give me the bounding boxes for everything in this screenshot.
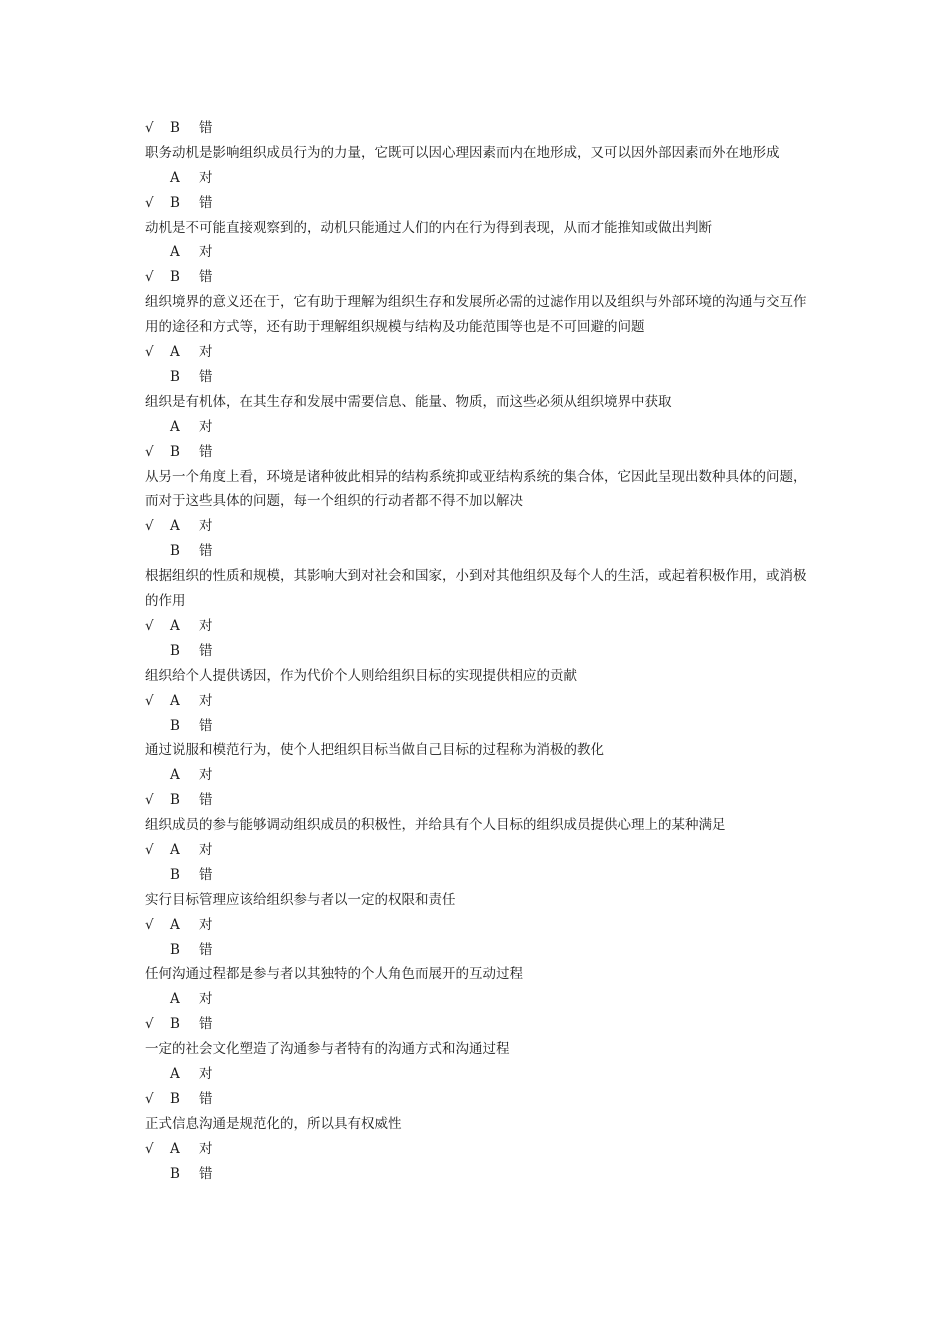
answer-option <box>0 240 950 265</box>
option-letter: B <box>170 1090 180 1107</box>
answer-option <box>0 714 950 739</box>
option-letter: B <box>170 269 180 286</box>
answer-option <box>0 639 950 664</box>
option-letter: B <box>170 543 180 560</box>
option-letter: A <box>170 692 180 709</box>
answer-option <box>0 1162 950 1187</box>
check-mark-icon: √ <box>145 194 154 211</box>
check-mark-icon: √ <box>145 344 154 361</box>
option-text: 错 <box>199 194 213 211</box>
answer-option <box>0 788 950 813</box>
answer-option <box>0 863 950 888</box>
option-letter: B <box>170 717 180 734</box>
question-text: 根据组织的性质和规模，其影响大到对社会和国家，小到对其他组织及每个人的生活，或起着积极作用，或消极的作用 <box>145 568 807 610</box>
option-letter: B <box>170 941 180 958</box>
answer-option <box>0 1062 950 1087</box>
check-mark-icon: √ <box>145 692 154 709</box>
option-text: 错 <box>199 1016 213 1033</box>
option-text: 对 <box>199 418 213 435</box>
option-text: 错 <box>199 543 213 560</box>
check-mark-icon: √ <box>145 1140 154 1157</box>
option-letter: B <box>170 194 180 211</box>
check-mark-icon: √ <box>145 1090 154 1107</box>
option-text: 对 <box>199 344 213 361</box>
option-text: 对 <box>199 842 213 859</box>
question-text: 一定的社会文化塑造了沟通参与者特有的沟通方式和沟通过程 <box>145 1041 510 1058</box>
option-letter: A <box>170 842 180 859</box>
question-text: 通过说服和模范行为，使个人把组织目标当做自己目标的过程称为消极的教化 <box>145 742 604 759</box>
check-mark-icon: √ <box>145 617 154 634</box>
option-text: 错 <box>199 1090 213 1107</box>
answer-option <box>0 913 950 938</box>
option-text: 对 <box>199 1140 213 1157</box>
option-text: 错 <box>199 269 213 286</box>
option-text: 对 <box>199 692 213 709</box>
option-text: 错 <box>199 792 213 809</box>
check-mark-icon: √ <box>145 269 154 286</box>
answer-option <box>0 938 950 963</box>
answer-option <box>0 763 950 788</box>
option-text: 对 <box>199 991 213 1008</box>
document-body <box>0 116 950 1187</box>
answer-option <box>0 689 950 714</box>
answer-option <box>0 1137 950 1162</box>
option-letter: A <box>170 617 180 634</box>
answer-option <box>0 440 950 465</box>
option-text: 对 <box>199 244 213 261</box>
option-letter: B <box>170 642 180 659</box>
option-text: 错 <box>199 1165 213 1182</box>
option-text: 错 <box>199 642 213 659</box>
option-letter: A <box>170 991 180 1008</box>
check-mark-icon: √ <box>145 842 154 859</box>
check-mark-icon: √ <box>145 518 154 535</box>
answer-option <box>0 514 950 539</box>
question-text: 任何沟通过程都是参与者以其独特的个人角色而展开的互动过程 <box>145 966 523 983</box>
option-letter: B <box>170 792 180 809</box>
option-text: 错 <box>199 717 213 734</box>
option-text: 对 <box>199 1066 213 1083</box>
option-text: 错 <box>199 443 213 460</box>
option-text: 错 <box>199 368 213 385</box>
answer-option <box>0 340 950 365</box>
check-mark-icon: √ <box>145 916 154 933</box>
option-text: 对 <box>199 916 213 933</box>
answer-option <box>0 838 950 863</box>
option-text: 错 <box>199 941 213 958</box>
question-text: 职务动机是影响组织成员行为的力量，它既可以因心理因素而内在地形成，又可以因外部因素而外在地形成 <box>145 144 780 161</box>
check-mark-icon: √ <box>145 443 154 460</box>
question-text: 组织给个人提供诱因，作为代价个人则给组织目标的实现提供相应的贡献 <box>145 667 577 684</box>
option-letter: A <box>170 169 180 186</box>
answer-option <box>0 166 950 191</box>
option-letter: A <box>170 344 180 361</box>
check-mark-icon: √ <box>145 1016 154 1033</box>
option-text: 错 <box>199 866 213 883</box>
answer-option <box>0 191 950 216</box>
option-letter: A <box>170 518 180 535</box>
question-text: 组织成员的参与能够调动组织成员的积极性，并给具有个人目标的组织成员提供心理上的某种满足 <box>145 817 726 834</box>
question-text: 组织是有机体，在其生存和发展中需要信息、能量、物质，而这些必须从组织境界中获取 <box>145 393 672 410</box>
answer-option <box>0 415 950 440</box>
option-letter: B <box>170 1165 180 1182</box>
option-letter: A <box>170 418 180 435</box>
check-mark-icon: √ <box>145 120 154 136</box>
question-text: 从另一个角度上看，环境是诸种彼此相异的结构系统抑或亚结构系统的集合体，它因此呈现出数种具体的问题，而对于这些具体的问题，每一个组织的行动者都不得不加以解决 <box>145 468 807 510</box>
answer-option <box>0 1012 950 1037</box>
answer-option <box>0 614 950 639</box>
question-text: 正式信息沟通是规范化的，所以具有权威性 <box>145 1115 402 1132</box>
option-text: 错 <box>199 120 213 136</box>
answer-option <box>0 116 950 141</box>
question-text: 组织境界的意义还在于，它有助于理解为组织生存和发展所必需的过滤作用以及组织与外部环境的沟通与交互作用的途径和方式等，还有助于理解组织规模与结构及功能范围等也是不可回避的问题 <box>145 294 807 336</box>
option-letter: A <box>170 767 180 784</box>
option-letter: B <box>170 120 180 136</box>
option-text: 对 <box>199 169 213 186</box>
option-letter: B <box>170 1016 180 1033</box>
option-text: 对 <box>199 518 213 535</box>
check-mark-icon: √ <box>145 792 154 809</box>
option-letter: A <box>170 1066 180 1083</box>
answer-option <box>0 539 950 564</box>
question-text: 实行目标管理应该给组织参与者以一定的权限和责任 <box>145 891 456 908</box>
option-letter: B <box>170 443 180 460</box>
option-letter: A <box>170 1140 180 1157</box>
answer-option <box>0 987 950 1012</box>
answer-option <box>0 1087 950 1112</box>
answer-option <box>0 365 950 390</box>
option-text: 对 <box>199 767 213 784</box>
option-letter: B <box>170 866 180 883</box>
answer-option <box>0 265 950 290</box>
option-letter: B <box>170 368 180 385</box>
question-text: 动机是不可能直接观察到的，动机只能通过人们的内在行为得到表现，从而才能推知或做出判断 <box>145 219 712 236</box>
option-text: 对 <box>199 617 213 634</box>
option-letter: A <box>170 244 180 261</box>
option-letter: A <box>170 916 180 933</box>
